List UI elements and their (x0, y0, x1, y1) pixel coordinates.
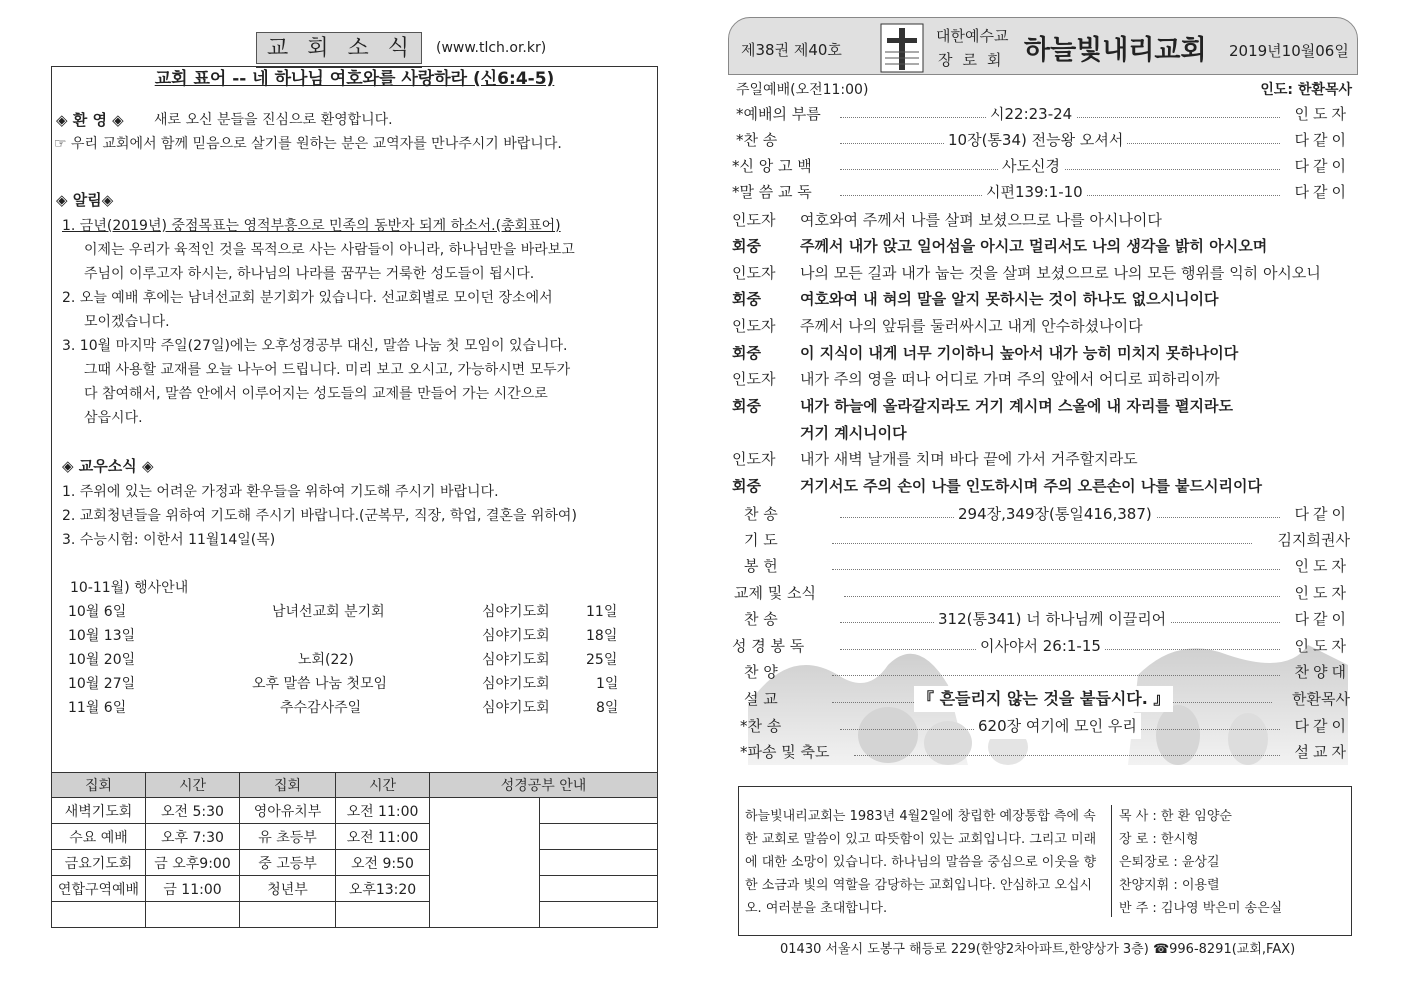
welcome-text: 새로 오신 분들을 진심으로 환영합니다. (154, 112, 393, 128)
table-cell: 오전 9:50 (336, 850, 430, 876)
table-cell: 오후 7:30 (146, 824, 240, 850)
notice-heading: ◈ 알림◈ (56, 191, 114, 209)
church-address: 01430 서울시 도봉구 해등로 229(한양2차아파트,한양상가 3층) ☎996-8291(교회,FAX) (780, 942, 1296, 957)
order-label: *예배의 부름 (736, 105, 821, 123)
col-header: 집회 (240, 773, 336, 798)
event-row (66, 673, 646, 695)
reading-speaker: 회중 (732, 290, 761, 308)
reading-speaker: 인도자 (732, 211, 776, 229)
table-cell: 새벽기도회 (52, 798, 146, 824)
event-name: 노회(22) (298, 652, 354, 668)
order-item (728, 606, 1358, 632)
col-header: 시간 (336, 773, 430, 798)
order-performer: 다같이 (1294, 157, 1350, 175)
order-performer: 한환목사 (1292, 690, 1350, 708)
study-cell (540, 876, 658, 902)
notice-line: 2. 오늘 예배 후에는 남녀선교회 분기회가 있습니다. 선교회별로 모이던 장소에서 (62, 290, 553, 306)
church-info-box (738, 786, 1352, 936)
staff-list (1119, 805, 1282, 920)
order-label: *말 씀 교 독 (732, 183, 812, 201)
order-content: 312(통341) 너 하나님께 이끌리어 (934, 606, 1170, 632)
study-cell (540, 798, 658, 824)
night-date: 25일 (586, 652, 618, 668)
reading-text: 여호와여 주께서 나를 살펴 보셨으므로 나를 아시나이다 (800, 211, 1162, 229)
order-item (728, 739, 1358, 765)
study-cell (430, 798, 540, 928)
order-item (728, 553, 1358, 579)
event-date: 10월 13일 (68, 628, 136, 644)
order-item (728, 580, 1358, 606)
night-prayer: 심야기도회 (482, 676, 550, 692)
order-label: 교제 및 소식 (734, 584, 816, 602)
pastoral-heading: ◈ 교우소식 ◈ (62, 457, 154, 475)
reading-text: 거기서도 주의 손이 나를 인도하시며 주의 오른손이 나를 붙드시리이다 (800, 477, 1262, 495)
pastoral-line: 2. 교회청년들을 위하여 기도해 주시기 바랍니다.(군복무, 직장, 학업, 결혼을 위하여) (62, 508, 577, 524)
table-cell: 오전 11:00 (336, 798, 430, 824)
reading-speaker: 회중 (732, 344, 761, 362)
order-content: 시22:23-24 (986, 101, 1076, 127)
event-date: 10월 6일 (68, 604, 127, 620)
table-cell: 영아유치부 (240, 798, 336, 824)
order-label: *신 앙 고 백 (732, 157, 812, 175)
order-performer: 인도자 (1294, 584, 1350, 602)
order-item (728, 153, 1358, 179)
reading-text: 주께서 나의 앞뒤를 둘러싸시고 내게 안수하셨나이다 (800, 317, 1143, 335)
table-cell: 연합구역예배 (52, 876, 146, 902)
events-heading: 10-11월) 행사안내 (70, 580, 189, 596)
cross-logo-icon (879, 22, 925, 74)
table-cell (146, 902, 240, 928)
col-header: 성경공부 안내 (430, 773, 658, 798)
order-performer: 다같이 (1294, 131, 1350, 149)
study-cell (540, 850, 658, 876)
denomination-line2: 장로회 (938, 51, 1012, 69)
denomination-line1: 대한예수교 (936, 27, 1009, 45)
order-content: 10장(통34) 전능왕 오셔서 (944, 127, 1127, 153)
event-date: 10월 20일 (68, 652, 136, 668)
order-label: 찬 송 (744, 505, 778, 523)
table-row (52, 824, 658, 850)
reading-text: 주께서 내가 앉고 일어섬을 아시고 멀리서도 나의 생각을 밝히 아시오며 (800, 237, 1268, 255)
order-label: 봉 헌 (744, 557, 778, 575)
news-box (51, 66, 658, 774)
table-cell (52, 902, 146, 928)
reading-text: 이 지식이 내게 너무 기이하니 높아서 내가 능히 미치지 못하나이다 (800, 344, 1239, 362)
church-url[interactable]: (www.tlch.or.kr) (436, 40, 547, 56)
study-cell (540, 824, 658, 850)
order-content: 294장,349장(통일416,387) (954, 501, 1156, 527)
table-cell: 오후13:20 (336, 876, 430, 902)
order-item (728, 127, 1358, 153)
night-prayer: 심야기도회 (482, 628, 550, 644)
order-item (728, 527, 1358, 553)
table-header-row (52, 773, 658, 798)
order-item (728, 659, 1358, 685)
event-name: 남녀선교회 분기회 (272, 604, 385, 620)
table-cell: 수요 예배 (52, 824, 146, 850)
dot-leader (832, 569, 1280, 570)
reading-text: 내가 새벽 날개를 치며 바다 끝에 가서 거주할지라도 (800, 450, 1138, 468)
staff-line: 장 로 : 한시형 (1119, 832, 1199, 847)
table-cell: 오전 5:30 (146, 798, 240, 824)
night-prayer: 심야기도회 (482, 652, 550, 668)
divider (1111, 805, 1112, 917)
order-label: 찬 양 (744, 663, 778, 681)
table-row (52, 876, 658, 902)
event-row (66, 625, 646, 647)
order-label: 성 경 봉 독 (732, 637, 805, 655)
notice-line: 다 참여해서, 말씀 안에서 이루어지는 성도들의 교제를 만들어 가는 시간으로 (84, 386, 548, 402)
order-item (728, 501, 1358, 527)
order-performer: 설교자 (1294, 743, 1350, 761)
event-name: 오후 말씀 나눔 첫모임 (252, 676, 388, 692)
order-performer: 인도자 (1294, 557, 1350, 575)
night-date: 18일 (586, 628, 618, 644)
order-content: 시편139:1-10 (982, 179, 1087, 205)
order-performer: 다같이 (1294, 505, 1350, 523)
bulletin-header (728, 17, 1358, 75)
dot-leader (844, 596, 1280, 597)
staff-line: 목 사 : 한 환 임양순 (1119, 809, 1232, 824)
order-performer: 인도자 (1294, 637, 1350, 655)
welcome-text-2: ☞ 우리 교회에서 함께 믿음으로 살기를 원하는 분은 교역자를 만나주시기 바랍니다. (54, 136, 562, 152)
reading-speaker: 인도자 (732, 264, 776, 282)
order-label: *파송 및 축도 (740, 743, 830, 761)
night-date: 8일 (596, 700, 619, 716)
table-row (52, 798, 658, 824)
table-cell: 금요기도회 (52, 850, 146, 876)
col-header: 집회 (52, 773, 146, 798)
meeting-schedule-table (51, 772, 658, 928)
table-cell: 금 11:00 (146, 876, 240, 902)
night-date: 11일 (586, 604, 618, 620)
order-label: *찬 송 (740, 717, 782, 735)
welcome-heading: ◈ 환 영 ◈ (56, 111, 124, 129)
worship-order (728, 75, 1358, 765)
order-performer: 다같이 (1294, 610, 1350, 628)
reading-speaker: 인도자 (732, 450, 776, 468)
volume-number: 제38권 제40호 (741, 41, 842, 59)
church-about: 하늘빛내리교회는 1983년 4월2일에 창립한 예장통합 측에 속한 교회로 말씀이 있고 따뜻함이 있는 교회입니다. 그리고 미래에 대한 소망이 있습니다. 하나님의 말씀을 중심으로 이웃을 향한 소금과 빛의 역할을 감당하는 교회입니다. 안심하고 오십시오. 여러분을 초대합니다. (745, 809, 1097, 916)
table-row (52, 902, 658, 928)
order-performer: 인도자 (1294, 105, 1350, 123)
study-cell (540, 902, 658, 928)
table-cell (336, 902, 430, 928)
reading-speaker: 회중 (732, 477, 761, 495)
order-label: 찬 송 (744, 610, 778, 628)
notice-line: 삼읍시다. (84, 410, 143, 426)
order-content: 이사야서 26:1-15 (976, 633, 1105, 659)
order-label: *찬 송 (736, 131, 778, 149)
night-prayer: 심야기도회 (482, 700, 550, 716)
reading-speaker: 인도자 (732, 370, 776, 388)
order-item (728, 686, 1358, 712)
reading-speaker: 회중 (732, 237, 761, 255)
order-item (728, 179, 1358, 205)
event-row (66, 601, 646, 623)
church-motto: 교회 표어 -- 네 하나님 여호와를 사랑하라 (신6:4-5) (154, 69, 555, 89)
table-row (52, 850, 658, 876)
event-date: 11월 6일 (68, 700, 127, 716)
reading-text: 나의 모든 길과 내가 눕는 것을 살펴 보셨으므로 나의 모든 행위를 익히 아시오니 (800, 264, 1321, 282)
order-performer: 김지희권사 (1277, 531, 1350, 549)
notice-line: 3. 10월 마지막 주일(27일)에는 오후성경공부 대신, 말씀 나눔 첫 모임이 있습니다. (62, 338, 568, 354)
order-content: 620장 여기에 모인 우리 (974, 713, 1141, 739)
order-item (728, 713, 1358, 739)
event-date: 10월 27일 (68, 676, 136, 692)
col-header: 시간 (146, 773, 240, 798)
notice-line: 그때 사용할 교재를 오늘 나누어 드립니다. 미리 보고 오시고, 가능하시면 모두가 (84, 362, 571, 378)
table-cell: 청년부 (240, 876, 336, 902)
table-cell: 금 오후9:00 (146, 850, 240, 876)
notice-line: 1. 금년(2019년) 중점목표는 영적부흥으로 민족의 동반자 되게 하소서.(총회표어) (62, 218, 561, 234)
night-date: 1일 (596, 676, 619, 692)
notice-line: 주님이 이루고자 하시는, 하나님의 나라를 꿈꾸는 거룩한 성도들이 됩시다. (84, 266, 535, 282)
reading-text: 여호와여 내 혀의 말을 알지 못하시는 것이 하나도 없으시니이다 (800, 290, 1219, 308)
order-performer: 찬양대 (1294, 663, 1350, 681)
reading-text: 내가 주의 영을 떠나 어디로 가며 주의 앞에서 어디로 피하리이까 (800, 370, 1220, 388)
left-title-box (256, 32, 422, 64)
table-cell (240, 902, 336, 928)
leader-label: 인도: 한환목사 (1260, 82, 1352, 98)
event-row (66, 697, 646, 719)
bulletin-date: 2019년10월06일 (1229, 42, 1349, 60)
order-item (728, 633, 1358, 659)
reading-speaker: 인도자 (732, 317, 776, 335)
order-item (728, 101, 1358, 127)
church-name: 하늘빛내리교회 (1024, 35, 1207, 66)
order-label: 설 교 (744, 690, 778, 708)
order-content: 사도신경 (998, 153, 1064, 179)
table-cell: 오전 11:00 (336, 824, 430, 850)
reading-speaker: 회중 (732, 397, 761, 415)
table-cell: 유 초등부 (240, 824, 336, 850)
order-performer: 다같이 (1294, 183, 1350, 201)
staff-line: 찬양지휘 : 이용렬 (1119, 878, 1220, 893)
notice-line: 이제는 우리가 육적인 것을 목적으로 사는 사람들이 아니라, 하나님만을 바라보고 (84, 242, 575, 258)
night-prayer: 심야기도회 (482, 604, 550, 620)
order-label: 기 도 (744, 531, 778, 549)
reading-text: 거기 계시니이다 (800, 424, 907, 442)
staff-line: 반 주 : 김나영 박은미 송은실 (1119, 901, 1283, 916)
event-name: 추수감사주일 (280, 700, 362, 716)
pastoral-line: 3. 수능시험: 이한서 11월14일(목) (62, 532, 276, 548)
table-cell: 중 고등부 (240, 850, 336, 876)
dot-leader (832, 675, 1280, 676)
event-row (66, 649, 646, 671)
pastoral-line: 1. 주위에 있는 어려운 가정과 환우들을 위하여 기도해 주시기 바랍니다. (62, 484, 499, 500)
page-title: 교 회 소 식 (267, 36, 415, 61)
dot-leader (832, 543, 1252, 544)
order-performer: 다같이 (1294, 717, 1350, 735)
service-title: 주일예배(오전11:00) (736, 82, 869, 98)
reading-text: 내가 하늘에 올라갈지라도 거기 계시며 스올에 내 자리를 펼지라도 (800, 397, 1234, 415)
sermon-title: 『 흔들리지 않는 것을 붙듭시다. 』 (914, 686, 1173, 712)
notice-line: 모이겠습니다. (84, 314, 170, 330)
dot-leader (854, 755, 1280, 756)
staff-line: 은퇴장로 : 윤상길 (1119, 855, 1220, 870)
